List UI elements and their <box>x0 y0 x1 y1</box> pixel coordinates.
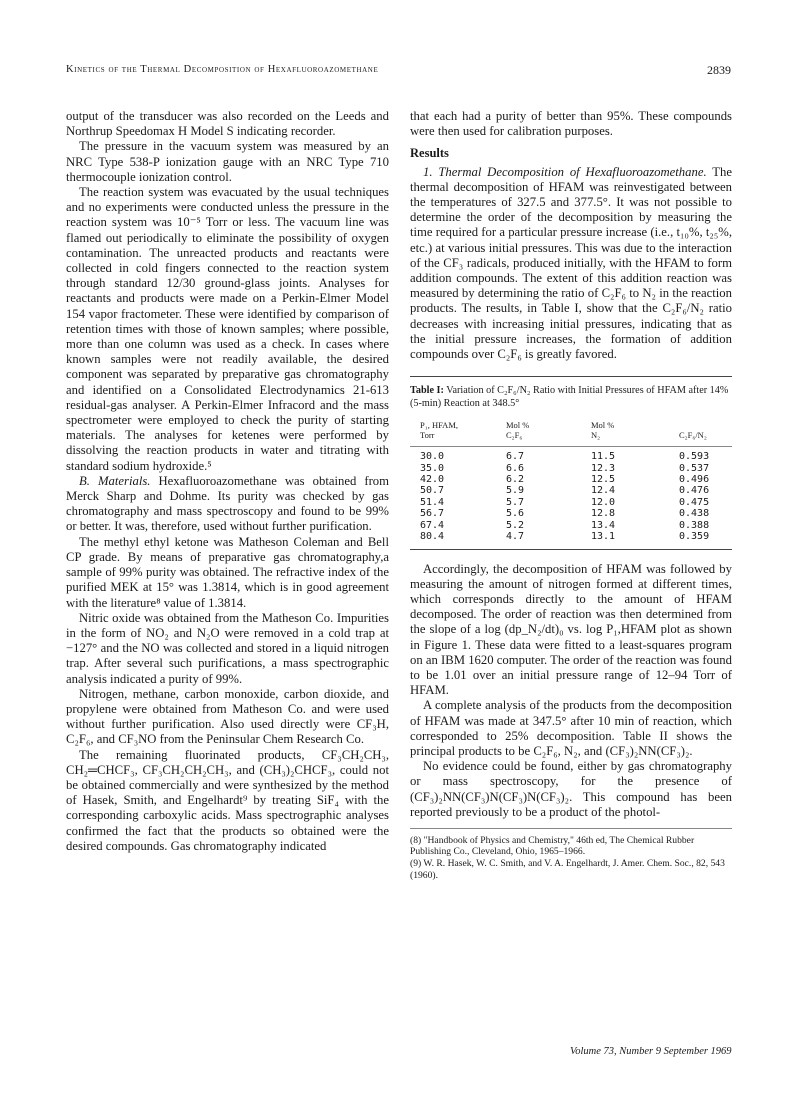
table-header-row <box>410 420 732 447</box>
table-caption-label: Table I: <box>410 385 444 397</box>
reference-item: (9) W. R. Hasek, W. C. Smith, and V. A. Engelhardt, J. Amer. Chem. Soc., 82, 543 (1960). <box>410 858 725 881</box>
table-1 <box>410 376 732 549</box>
section-1-text: The thermal decomposition of HFAM was reinvestigated between the temperatures of 327.5 and 377.5°. It was not possible to determine the order of the decomposition by measuring the time required for a particular pressure increase (i.e., t₁₀%, t₂₅%, etc.) at various initial pressures. This was due to the interaction of the CF₃ radicals, produced initially, with the HFAM to form addition compounds. The extent of this addition reaction was measured by determining the ratio of C₂F₆ to N₂ in the reaction products. The results, in Table I, show that the C₂F₆/N₂ ratio decreases with increasing initial pressures, indicating that as the initial pressure increases, the formation of addition compounds over C₂F₆ is greatly favored. <box>410 164 732 362</box>
materials-label: B. Materials. <box>79 473 151 488</box>
right-column <box>410 109 732 882</box>
journal-footer: Volume 73, Number 9 September 1969 <box>570 1046 732 1057</box>
table-row: 35.0 6.6 12.3 0.537 <box>420 462 710 474</box>
paragraph: Nitrogen, methane, carbon monoxide, carbon dioxide, and propylene were obtained from Matheson Co. and were used without further purification. Also used directly were CF₃H, C₂F₆, and CF₃NO from the Peninsular Chem Research Co. <box>66 686 389 747</box>
table-row: 51.4 5.7 12.0 0.475 <box>420 496 710 508</box>
paragraph: No evidence could be found, either by gas chromatography or mass spectroscopy, for the presence of (CF₃)₂NN(CF₃)N(CF₃)N(CF₃)₂. This compound has been reported previously to be a product of the photol- <box>410 759 732 819</box>
references <box>410 828 732 881</box>
running-title: Kinetics of the Thermal Decomposition of Hexafluoroazomethane <box>66 64 379 75</box>
paragraph: A complete analysis of the products from the decomposition of HFAM was made at 347.5° after 10 min of reaction, which corresponded to 25% decomposition. Table II shows the principal products to be C₂F₆, N₂, and (CF₃)₂NN(CF₃)₂. <box>410 698 732 758</box>
table-row: 50.7 5.9 12.4 0.476 <box>420 485 710 497</box>
paragraph: The reaction system was evacuated by the usual techniques and no experiments were conducted unless the pressure in the reaction system was 10⁻⁵ Torr or less. The vacuum line was flamed out periodically to eliminate the possibility of oxygen contamination. The unreacted products and reactants were collected in cold fingers connected to the reaction system through standard 12/30 ground-glass joints. Analyses for reactants and products were made on a Perkin-Elmer Model 154 vapor fractometer. These were identified by comparison of retention times with those of known samples; where possible, more than one column was used as a check. In cases where known samples were not readily available, the desired component was separated by preparative gas chromatography and identified on a Consolidated Electrodynamics 21-613 residual-gas analyser. A Perkin-Elmer Infracord and the mass spectrometer were employed to check the purity of starting materials. The analyses for ketenes were performed by dissolving the reaction products in water and titrating with standard sodium hydroxide.⁵ <box>66 185 389 473</box>
page-number: 2839 <box>707 63 731 77</box>
table-row: 42.0 6.2 12.5 0.496 <box>420 474 710 486</box>
running-header <box>66 64 731 82</box>
paragraph: Nitric oxide was obtained from the Matheson Co. Impurities in the form of NO₂ and N₂O were removed in a cold trap at −127° and the NO was collected and stored in a liquid nitrogen trap. After several such purifications, a mass spectrographic analysis indicated a purity of 99%. <box>66 610 389 686</box>
results-heading: Results <box>410 146 449 161</box>
section-1-paragraph <box>410 165 732 363</box>
column-header: Mol % C₂F₆ <box>506 420 591 447</box>
paragraph: output of the transducer was also recorded on the Leeds and Northrup Speedomax H Model S indicating recorder. <box>66 109 389 139</box>
column-header: C₂F₆/N₂ <box>679 420 732 447</box>
table-caption-text: Variation of C₂F₆/N₂ Ratio with Initial Pressures of HFAM after 14% (5-min) Reaction at 348.5° <box>410 385 729 409</box>
column-header: P₁, HFAM, Torr <box>410 420 506 447</box>
paragraph: The remaining fluorinated products, CF₃CH₂CH₃, CH₂═CHCF₃, CF₃CH₂CH₂CH₃, and (CH₃)₂CHCF₃, could not be obtained commercially and were synthesized by the method of Hasek, Smith, and Engelhardt⁹ by treating SiF₄ with the corresponding carboxylic acids. Mass spectrographic analyses confirmed the fact that the products so obtained were the desired compounds. Gas chromatography indicated <box>66 747 389 853</box>
column-header: Mol % N₂ <box>591 420 679 447</box>
materials-paragraph <box>66 474 389 535</box>
paragraph: that each had a purity of better than 95%. These compounds were then used for calibration purposes. <box>410 109 732 139</box>
data-table <box>410 420 732 542</box>
materials-text: Hexafluoroazomethane was obtained from Merck Sharp and Dohme. Its purity was checked by gas chromatography and mass spectroscopy and found to be 99% or better. It was, therefore, used without further purification. <box>66 473 390 534</box>
table-row: 30.0 6.7 11.5 0.593 <box>420 451 710 463</box>
table-row: 80.4 4.7 13.1 0.359 <box>420 531 710 543</box>
paragraph: The pressure in the vacuum system was measured by an NRC Type 538-P ionization gauge with an NRC Type 710 thermocouple ionization control. <box>66 139 389 184</box>
section-1-label: 1. Thermal Decomposition of Hexafluoroazomethane. <box>423 164 707 179</box>
table-caption <box>410 385 732 410</box>
table-row: 67.4 5.2 13.4 0.388 <box>420 519 710 531</box>
reference-item: (8) "Handbook of Physics and Chemistry," 46th ed, The Chemical Rubber Publishing Co., Cleveland, Ohio, 1965–1966. <box>410 834 695 858</box>
table-row: 56.7 5.6 12.8 0.438 <box>420 508 710 520</box>
left-column <box>66 109 389 854</box>
paragraph: Accordingly, the decomposition of HFAM was followed by measuring the amount of nitrogen formed at different times, which corresponds directly to the amount of HFAM decomposed. The order of reaction was then determined from the slope of a log (dp_N₂/dt)₀ vs. log P₁,HFAM plot as shown in Figure 1. These data were fitted to a least-squares program on an IBM 1620 computer. The order of the reaction was found to be 1.01 over an initial pressure range of 12–94 Torr of HFAM. <box>410 561 732 698</box>
paragraph: The methyl ethyl ketone was Matheson Coleman and Bell CP grade. By means of preparative gas chromatography,a sample of 99% purity was obtained. The refractive index of the purified MEK at 15° was 1.3814, which is in good agreement with the literature⁸ value of 1.3814. <box>66 534 389 610</box>
